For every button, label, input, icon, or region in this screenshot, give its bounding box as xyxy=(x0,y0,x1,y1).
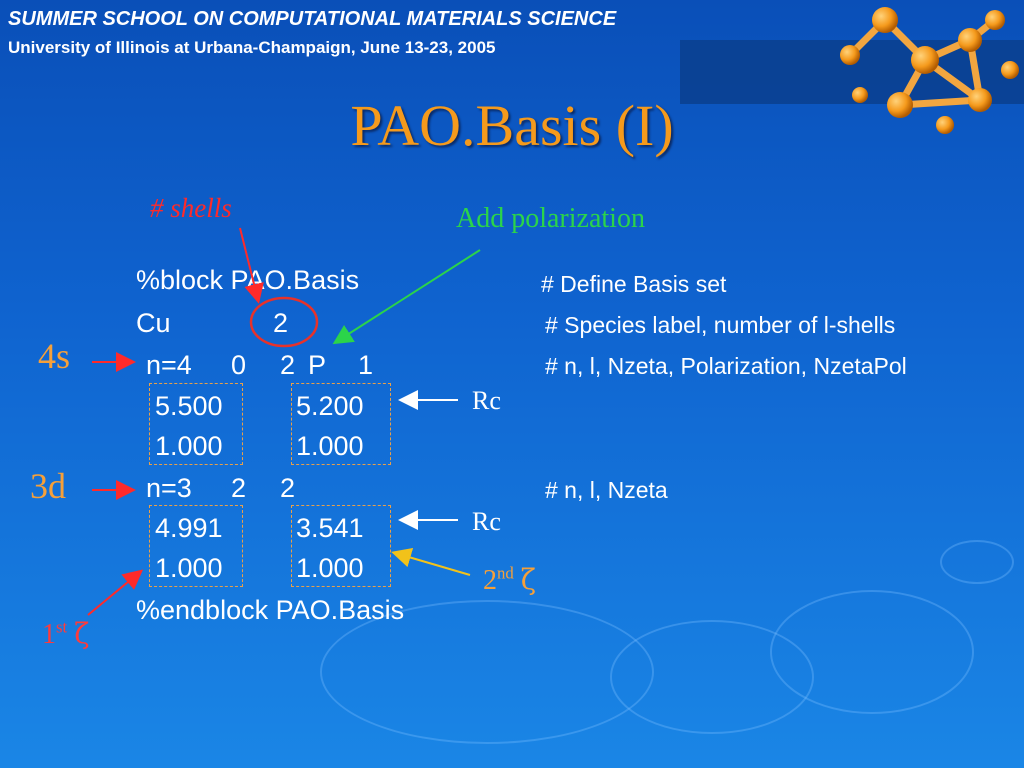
shells-highlight-circle xyxy=(251,298,317,346)
header-university-dates: University of Illinois at Urbana-Champaign, June 13-23, 2005 xyxy=(8,38,496,57)
shells-annotation: # shells xyxy=(150,193,232,223)
label-4s: 4s xyxy=(38,336,71,376)
first-zeta-number: 1 xyxy=(42,619,56,650)
comment-species-shells: # Species label, number of l-shells xyxy=(545,312,896,338)
shell2-rc-zeta1: 4.991 xyxy=(155,513,223,543)
shell1-scale-zeta1: 1.000 xyxy=(155,431,223,461)
code-block-start: %block PAO.Basis xyxy=(136,265,360,295)
rc-label-2: Rc xyxy=(472,507,501,536)
code-block-end: %endblock PAO.Basis xyxy=(136,595,405,625)
header-school-title: SUMMER SCHOOL ON COMPUTATIONAL MATERIALS SCIENCE xyxy=(8,8,617,30)
polarization-arrow xyxy=(336,250,480,342)
shell1-scale-zeta2: 1.000 xyxy=(296,431,364,461)
shell2-scale-zeta1: 1.000 xyxy=(155,553,223,583)
comment-define-basis: # Define Basis set xyxy=(541,271,727,297)
first-zeta-suffix: st xyxy=(56,617,68,637)
shell1-nzeta: 2 xyxy=(280,350,296,380)
species-label: Cu xyxy=(136,308,171,338)
slide-title: PAO.Basis (I) xyxy=(350,93,674,158)
rc-label-1: Rc xyxy=(472,386,501,415)
label-3d: 3d xyxy=(30,466,66,506)
shell1-l: 0 xyxy=(231,350,247,380)
first-zeta-arrow xyxy=(88,572,140,615)
shell1-nzetapol: 1 xyxy=(358,350,374,380)
shell2-nzeta: 2 xyxy=(280,473,296,503)
shell1-n: n=4 xyxy=(146,350,192,380)
shells-arrow xyxy=(240,228,258,300)
number-of-shells: 2 xyxy=(273,308,289,338)
shell1-rc-zeta1: 5.500 xyxy=(155,391,223,421)
shell2-rc-zeta2: 3.541 xyxy=(296,513,364,543)
second-zeta-number: 2 xyxy=(483,565,497,596)
shell1-polarization: P xyxy=(308,350,327,380)
comment-shell2-format: # n, l, Nzeta xyxy=(545,477,668,503)
shell2-scale-zeta2: 1.000 xyxy=(296,553,364,583)
zeta-symbol: ζ xyxy=(74,617,90,650)
shell2-n: n=3 xyxy=(146,473,192,503)
second-zeta-arrow xyxy=(395,553,470,575)
second-zeta-suffix: nd xyxy=(497,563,514,583)
shell2-l: 2 xyxy=(231,473,247,503)
polarization-annotation: Add polarization xyxy=(456,203,645,234)
zeta-symbol: ζ xyxy=(520,563,536,596)
shell1-rc-zeta2: 5.200 xyxy=(296,391,364,421)
comment-shell1-format: # n, l, Nzeta, Polarization, NzetaPol xyxy=(545,353,907,379)
